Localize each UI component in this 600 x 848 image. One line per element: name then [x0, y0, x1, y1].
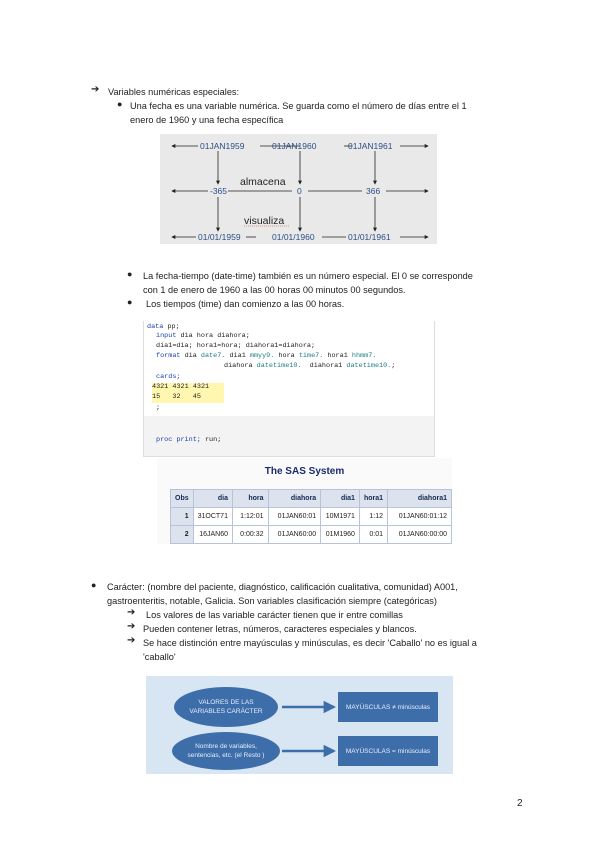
code-line-7: 4321 4321 4321	[152, 383, 224, 393]
code-line-3: dia1=dia; hora1=hora; diahora1=diahora;	[156, 342, 316, 350]
code-line-4: format dia date7. dia1 mmyy9. hora time7. hora1 hhmm7.	[156, 352, 377, 360]
character-sub3-line1: Se hace distinción entre mayúsculas y minúsculas, es decir 'Caballo' no es igual a	[143, 638, 477, 648]
date-timeline-figure	[160, 134, 437, 244]
table-header: dia1	[321, 490, 360, 508]
sas-code-editor-lower	[143, 416, 435, 457]
table-cell: 1:12:01	[232, 508, 268, 526]
sas-code-editor	[143, 321, 435, 416]
arrow-bullet-icon: ➔	[127, 635, 136, 646]
box-case-different: MAYÚSCULAS ≠ minúsculas	[338, 692, 438, 722]
table-cell: 10M1971	[321, 508, 360, 526]
table-cell: 01JAN60:00:00	[388, 526, 452, 544]
label-visualiza: visualiza	[244, 215, 285, 227]
code-line-1: data pp;	[147, 323, 180, 331]
character-bullet-line2: gastroenteritis, notable, Galicia. Son variables clasificación siempre (categóricas)	[107, 596, 437, 606]
arrow-bullet-icon: ➔	[91, 84, 100, 95]
table-cell: 01JAN60:01:12	[388, 508, 452, 526]
timeline-bottom-date-3: 01/01/1961	[348, 232, 391, 242]
table-row	[171, 526, 452, 544]
sas-output-table	[170, 489, 452, 544]
oval-character-values: VALORES DE LAS VARIABLES CARÁCTER	[174, 687, 278, 727]
table-cell: 0:00:32	[232, 526, 268, 544]
box-case-equal: MAYÚSCULAS = minúsculas	[338, 736, 438, 766]
table-cell: 16JAN60	[193, 526, 232, 544]
character-sub2: Pueden contener letras, números, caracteres especiales y blancos.	[143, 624, 417, 634]
oval-variable-names: Nombre de variables, sentencias, etc. (el Resto )	[172, 732, 280, 770]
label-almacena: almacena	[240, 176, 286, 188]
sas-output-title: The SAS System	[264, 466, 345, 477]
table-header: diahora	[268, 490, 321, 508]
code-line-8: 15 32 45	[152, 393, 224, 403]
table-cell: 2	[171, 526, 194, 544]
datetime-bullet-line1: La fecha-tiempo (date-time) también es un número especial. El 0 se corresponde	[143, 271, 473, 281]
date-bullet-line2: enero de 1960 y una fecha específica	[130, 115, 284, 125]
code-line-9: ;	[156, 404, 161, 412]
timeline-top-date-1: 01JAN1959	[200, 141, 245, 151]
case-sensitivity-diagram	[146, 676, 453, 774]
bullet-dot-icon: ●	[127, 297, 133, 307]
datetime-bullet-line2: con 1 de enero de 1960 a las 00 horas 00 minutos 00 segundos.	[143, 285, 406, 295]
character-sub3-line2: 'caballo'	[143, 652, 176, 662]
code-line-10: proc print; run;	[156, 436, 222, 444]
heading-numeric-variables: Variables numéricas especiales:	[108, 87, 240, 97]
timeline-value-2: 0	[297, 186, 302, 196]
table-cell: 01JAN60:00	[268, 526, 321, 544]
table-cell: 01JAN60:01	[268, 508, 321, 526]
timeline-bottom-date-1: 01/01/1959	[198, 232, 241, 242]
code-line-6: cards;	[156, 373, 181, 381]
table-cell: 01M1960	[321, 526, 360, 544]
time-bullet: Los tiempos (time) dan comienzo a las 00 horas.	[146, 299, 345, 309]
timeline-value-3: 366	[366, 186, 381, 196]
table-header: hora1	[359, 490, 387, 508]
timeline-top-date-3: 01JAN1961	[348, 141, 393, 151]
table-header: Obs	[171, 490, 194, 508]
table-header: hora	[232, 490, 268, 508]
timeline-top-date-2: 01JAN1960	[272, 141, 317, 151]
arrow-bullet-icon: ➔	[127, 607, 136, 618]
code-line-5: diahora datetime10. diahora1 datetime10.;	[224, 362, 396, 370]
timeline-value-1: -365	[210, 186, 228, 196]
table-cell: 1	[171, 508, 194, 526]
bullet-dot-icon: ●	[127, 269, 133, 279]
table-header: diahora1	[388, 490, 452, 508]
sas-output-panel	[157, 458, 452, 544]
arrow-bullet-icon: ➔	[127, 621, 136, 632]
table-cell: 31OCT71	[193, 508, 232, 526]
table-row	[171, 508, 452, 526]
table-cell: 0:01	[359, 526, 387, 544]
character-bullet-line1: Carácter: (nombre del paciente, diagnóstico, calificación cualitativa, comunidad) A001,	[107, 582, 458, 592]
character-sub1: Los valores de las variable carácter tienen que ir entre comillas	[146, 610, 403, 620]
table-cell: 1:12	[359, 508, 387, 526]
page-number: 2	[517, 798, 523, 809]
code-line-2: input dia hora diahora;	[156, 332, 250, 340]
date-bullet-line1: Una fecha es una variable numérica. Se guarda como el número de días entre el 1	[130, 101, 467, 111]
table-header: dia	[193, 490, 232, 508]
bullet-dot-icon: ●	[117, 99, 123, 109]
bullet-dot-icon: ●	[91, 580, 97, 590]
timeline-bottom-date-2: 01/01/1960	[272, 232, 315, 242]
